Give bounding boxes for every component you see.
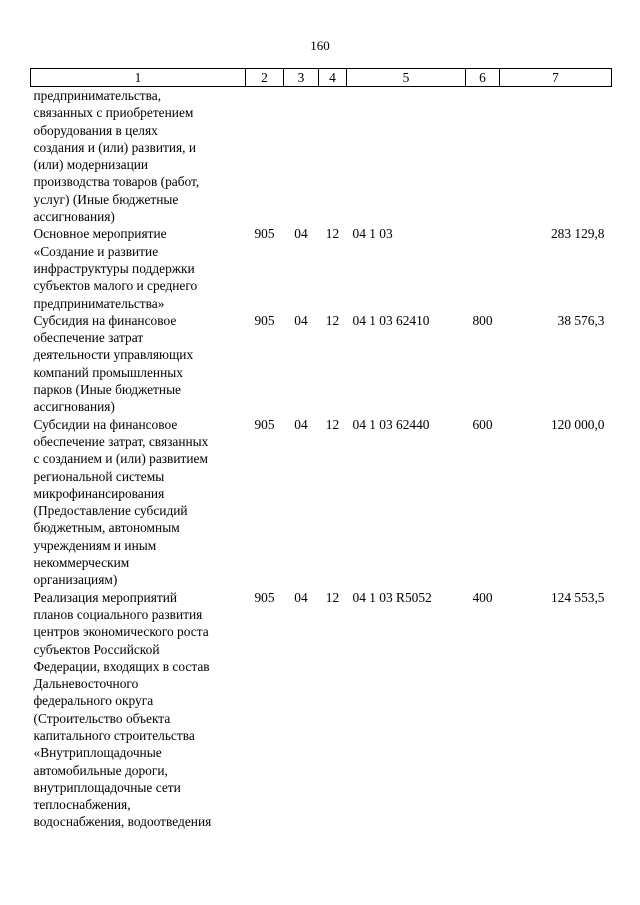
cell-amount: 124 553,5	[550, 589, 605, 605]
item-name-line: ассигнования)	[33, 209, 115, 225]
item-name-line: микрофинансирования	[33, 485, 165, 501]
item-name-line: Субсидии на финансовое	[33, 416, 178, 432]
header-col-5: 5	[347, 69, 466, 87]
item-name-line: Федерации, входящих в состав	[33, 658, 210, 674]
item-name-line: предпринимательства»	[33, 295, 165, 311]
item-name-line: Реализация мероприятий	[33, 589, 178, 605]
cell-section: 04	[294, 589, 308, 605]
cell-amount	[500, 87, 612, 226]
cell-section: 04	[294, 416, 308, 432]
item-name-line: автомобильные дороги,	[33, 762, 168, 778]
cell-subsection: 12	[325, 226, 340, 242]
item-name-line: федерального округа	[33, 693, 154, 709]
item-name-line: центров экономического роста	[33, 624, 209, 640]
header-row	[31, 69, 612, 87]
item-name-line: ассигнования)	[33, 399, 115, 415]
item-name-line: некоммерческим	[33, 555, 130, 571]
item-name-line: парков (Иные бюджетные	[33, 382, 182, 398]
cell-amount: 38 576,3	[557, 312, 605, 328]
item-name-line: капитального строительства	[33, 727, 195, 743]
header-col-6: 6	[466, 69, 500, 87]
table-row	[31, 312, 612, 416]
cell-grbs-code: 905	[254, 312, 275, 328]
cell-item-name	[31, 312, 246, 416]
cell-item-name	[31, 589, 246, 831]
item-name-line: предпринимательства,	[33, 88, 162, 103]
item-name-line: организациям)	[33, 572, 118, 588]
cell-amount: 283 129,8	[550, 226, 605, 242]
item-name-line: деятельности управляющих	[33, 347, 194, 363]
item-name-line: компаний промышленных	[33, 364, 183, 380]
item-name-line: (Предоставление субсидий	[33, 503, 188, 519]
cell-target-article: 04 1 03	[352, 226, 393, 242]
item-name-line: обеспечение затрат, связанных	[33, 433, 209, 449]
cell-subsection: 12	[325, 312, 340, 328]
cell-expense-type	[466, 87, 500, 226]
table-header	[31, 69, 612, 87]
cell-expense-type: 800	[472, 312, 493, 328]
header-col-7: 7	[500, 69, 612, 87]
item-name-line: внутриплощадочные сети	[33, 779, 181, 795]
item-name-line: создания и (или) развития, и	[33, 139, 197, 155]
cell-section	[284, 87, 319, 226]
item-name-line: «Создание и развитие	[33, 243, 159, 259]
item-name-line: (Строительство объекта	[33, 710, 171, 726]
item-name-line: услуг) (Иные бюджетные	[33, 191, 179, 207]
cell-section: 04	[294, 312, 308, 328]
cell-expense-type: 400	[472, 589, 493, 605]
budget-table	[30, 68, 612, 831]
cell-grbs-code: 905	[254, 589, 275, 605]
table-row	[31, 589, 612, 831]
table-row	[31, 225, 612, 311]
item-name-line: с созданием и (или) развитием	[33, 451, 208, 467]
cell-amount: 120 000,0	[550, 416, 605, 432]
item-name-line: планов социального развития	[33, 606, 203, 622]
cell-target-article: 04 1 03 R5052	[352, 589, 432, 605]
page-number: 160	[310, 38, 330, 53]
cell-item-name	[31, 87, 246, 226]
item-name-line: теплоснабжения,	[33, 797, 131, 813]
header-col-1: 1	[31, 69, 246, 87]
item-name-line: водоснабжения, водоотведения	[33, 814, 212, 830]
cell-target-article: 04 1 03 62440	[352, 416, 430, 432]
item-name-line: Дальневосточного	[33, 676, 139, 692]
item-name-line: (или) модернизации	[33, 157, 149, 173]
cell-target-article: 04 1 03 62410	[352, 312, 430, 328]
item-name-line: субъектов Российской	[33, 641, 160, 657]
cell-expense-type: 600	[472, 416, 493, 432]
item-name-line: оборудования в целях	[33, 122, 158, 138]
header-col-3: 3	[284, 69, 319, 87]
item-name-line: инфраструктуры поддержки	[33, 260, 195, 276]
cell-grbs-code: 905	[254, 416, 275, 432]
cell-target-article	[347, 87, 466, 226]
header-col-4: 4	[319, 69, 347, 87]
item-name-line: связанных с приобретением	[33, 105, 194, 121]
cell-grbs-code: 905	[254, 226, 275, 242]
item-name-line: производства товаров (работ,	[33, 174, 200, 190]
table-row	[31, 416, 612, 589]
cell-item-name	[31, 225, 246, 311]
cell-section: 04	[294, 226, 308, 242]
table-row	[31, 87, 612, 226]
cell-expense-type	[466, 225, 500, 311]
table-body	[31, 87, 612, 831]
item-name-line: бюджетным, автономным	[33, 520, 180, 536]
item-name-line: обеспечение затрат	[33, 330, 144, 346]
header-col-2: 2	[246, 69, 284, 87]
item-name-line: региональной системы	[33, 468, 165, 484]
cell-subsection	[319, 87, 347, 226]
item-name-line: учреждениям и иным	[33, 537, 157, 553]
cell-grbs-code	[246, 87, 284, 226]
item-name-line: субъектов малого и среднего	[33, 278, 198, 294]
item-name-line: «Внутриплощадочные	[33, 745, 162, 761]
cell-item-name	[31, 416, 246, 589]
cell-subsection: 12	[325, 589, 340, 605]
cell-subsection: 12	[325, 416, 340, 432]
item-name-line: Субсидия на финансовое	[33, 312, 177, 328]
item-name-line: Основное мероприятие	[33, 226, 167, 242]
